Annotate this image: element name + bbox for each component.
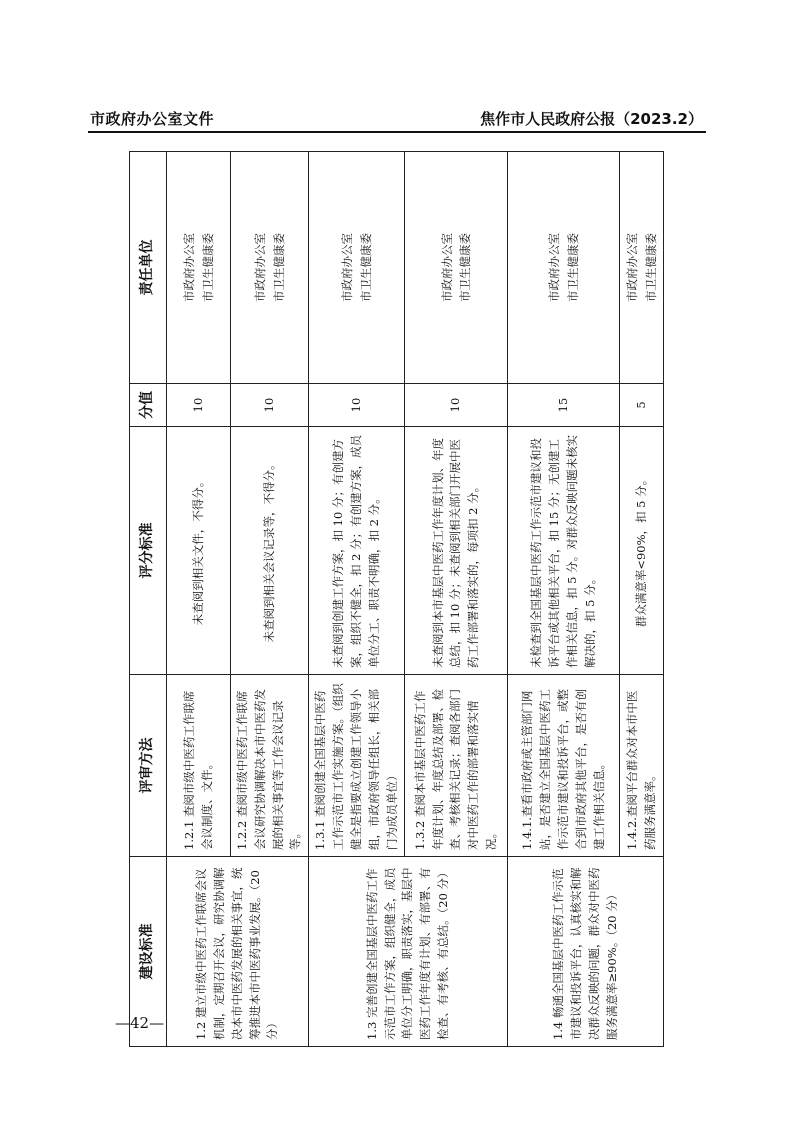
unit-line-2: 市卫生健康委 [358, 233, 373, 302]
unit-line-2: 市卫生健康委 [565, 233, 580, 302]
points-cell: 10 [231, 384, 309, 427]
header-method: 评审方法 [130, 675, 167, 857]
table-header-row [130, 152, 167, 1047]
document-category: 市政府办公室文件 [90, 110, 215, 128]
header-unit: 责任单位 [130, 152, 167, 384]
header-scoring: 评分标准 [130, 427, 167, 675]
scoring-cell: 未查阅到相关文件，不得分。 [167, 427, 231, 675]
method-cell: 1.4.1.查看市政府或主管部门网站，是否建立全国基层中医药工作示范市建议和投诉平台，或整合到市政府其他平台，是否有创建工作相关信息。 [508, 675, 620, 857]
header-points: 分值 [130, 384, 167, 427]
method-cell: 1.2.1 查阅市级中医药工作联席会议制度、文件。 [167, 675, 231, 857]
page-number: —42— [115, 1014, 165, 1032]
points-cell: 15 [508, 384, 620, 427]
table-row [508, 152, 620, 1047]
header-rule [88, 131, 706, 133]
table-row [167, 152, 231, 1047]
points-cell: 10 [309, 384, 405, 427]
unit-line-1: 市政府办公室 [253, 233, 268, 302]
standard-cell: 1.4 畅通全国基层中医药工作示范市建议和投诉平台，认真核实和解决群众反映的问题，群众对中医药服务满意率≥90%。（20 分） [508, 857, 664, 1047]
unit-line-1: 市政府办公室 [625, 233, 640, 302]
table-row [309, 152, 405, 1047]
evaluation-table-wrapper [129, 152, 658, 1047]
unit-line-2: 市卫生健康委 [271, 233, 286, 302]
unit-cell [508, 152, 620, 384]
scoring-cell: 未检查到全国基层中医药工作示范市建议和投诉平台或其他相关平台，扣 15 分；无创建工作相关信息，扣 5 分。对群众反映问题未核实解决的，扣 5 分。 [508, 427, 620, 675]
points-cell: 10 [167, 384, 231, 427]
unit-line-1: 市政府办公室 [182, 233, 197, 302]
points-cell: 10 [405, 384, 508, 427]
scoring-cell: 未查阅到相关会议记录等，不得分。 [231, 427, 309, 675]
evaluation-table [129, 151, 664, 1047]
scoring-cell: 群众满意率<90%，扣 5 分。 [620, 427, 664, 675]
points-cell: 5 [620, 384, 664, 427]
publication-title: 焦作市人民政府公报（2023.2） [480, 110, 703, 128]
unit-cell [167, 152, 231, 384]
scoring-cell: 未查阅到本市基层中医药工作年度计划、年度总结，扣 10 分；未查阅到相关部门开展中医药工作部署和落实的，每项扣 2 分。 [405, 427, 508, 675]
method-cell: 1.3.1 查阅创建全国基层中医药工作示范市工作实施方案。（组织健全是指要成立创建工作领导小组，市政府领导任组长，相关部门为成员单位） [309, 675, 405, 857]
unit-cell [231, 152, 309, 384]
header-standard: 建设标准 [130, 857, 167, 1047]
standard-cell: 1.2 建立市级中医药工作联席会议机制，定期召开会议，研究协调解决本市中医药发展的相关事宜，统筹推进本市中医药事业发展。（20 分） [167, 857, 309, 1047]
unit-cell [405, 152, 508, 384]
unit-cell [620, 152, 664, 384]
unit-line-2: 市卫生健康委 [200, 233, 215, 302]
unit-line-2: 市卫生健康委 [643, 233, 658, 302]
unit-line-1: 市政府办公室 [439, 233, 454, 302]
method-cell: 1.4.2.查阅平台群众对本市中医药服务满意率。 [620, 675, 664, 857]
unit-cell [309, 152, 405, 384]
unit-line-1: 市政府办公室 [547, 233, 562, 302]
method-cell: 1.2.2 查阅市级中医药工作联席会议研究协调解决本市中医药发展的相关事宜等工作会议记录等。 [231, 675, 309, 857]
scoring-cell: 未查阅到创建工作方案，扣 10 分；有创建方案，组织不健全，扣 2 分；有创建方案，成员单位分工、职责不明确，扣 2 分。 [309, 427, 405, 675]
unit-line-1: 市政府办公室 [340, 233, 355, 302]
unit-line-2: 市卫生健康委 [458, 233, 473, 302]
standard-cell: 1.3 完善创建全国基层中医药工作示范市工作方案，组织健全，成员单位分工明确，职责落实，基层中医药工作年度有计划、有部署、有检查、有考核、有总结。（20 分） [309, 857, 508, 1047]
method-cell: 1.3.2 查阅本市基层中医药工作年度计划、年度总结及部署、检查、考核相关记录；查阅各部门对中医药工作的部署和落实情况。 [405, 675, 508, 857]
